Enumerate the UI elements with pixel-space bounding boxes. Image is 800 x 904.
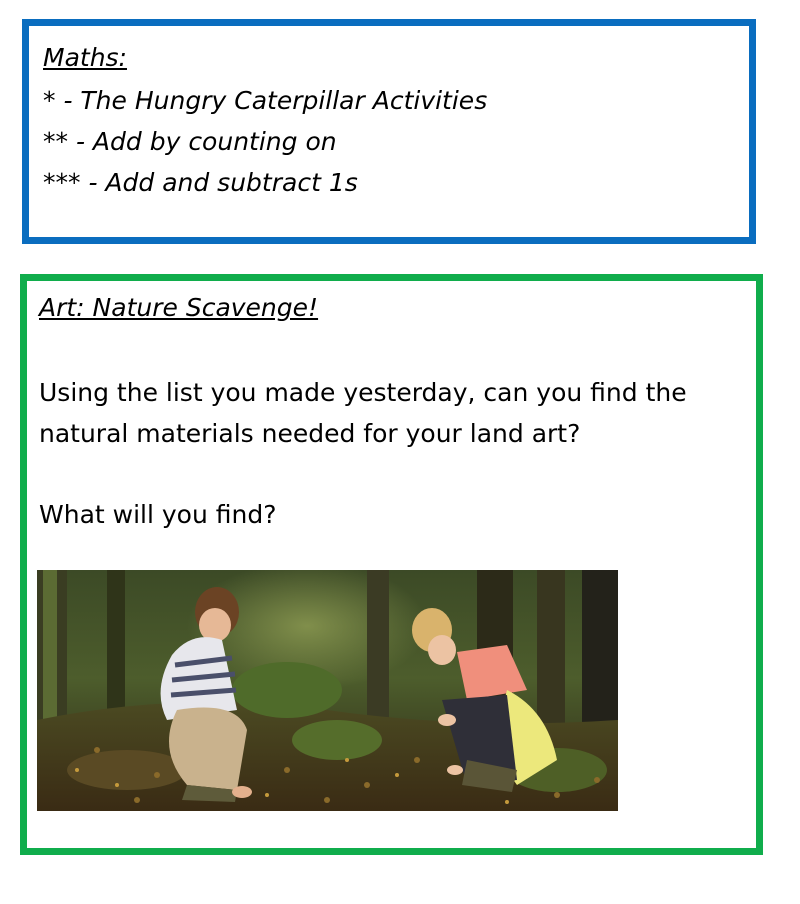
art-question: What will you find? xyxy=(39,500,277,529)
art-instructions-line-2: natural materials needed for your land art? xyxy=(39,419,581,448)
art-heading: Art: Nature Scavenge! xyxy=(39,293,319,322)
maths-item-1: * - The Hungry Caterpillar Activities xyxy=(43,86,488,115)
maths-heading: Maths: xyxy=(43,43,127,72)
children-in-forest-photo xyxy=(37,570,618,811)
art-card xyxy=(20,274,763,855)
maths-item-3: *** - Add and subtract 1s xyxy=(43,168,358,197)
maths-item-2: ** - Add by counting on xyxy=(43,127,337,156)
maths-card xyxy=(22,19,756,244)
art-instructions-line-1: Using the list you made yesterday, can you find the xyxy=(39,378,687,407)
